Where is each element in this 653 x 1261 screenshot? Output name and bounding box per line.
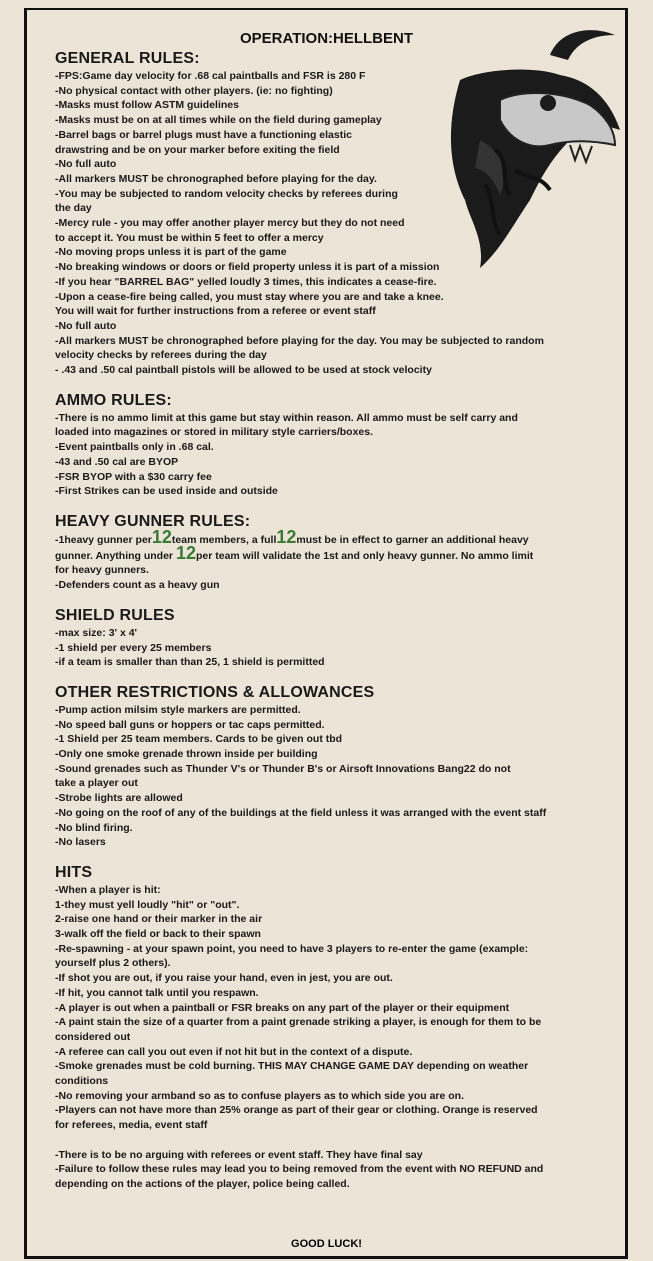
- rule-line: -If shot you are out, if you raise your hand, even in jest, you are out.: [55, 972, 393, 985]
- general-rules-section: [55, 50, 600, 378]
- rule-line: depending on the actions of the player, police being called.: [55, 1178, 350, 1190]
- section-heading: AMMO RULES:: [55, 391, 172, 409]
- rule-line: for referees, media, event staff: [55, 1119, 208, 1132]
- rule-list: [55, 626, 600, 670]
- rule-line: [55, 1133, 600, 1148]
- rule-line: -FSR BYOP with a $30 carry fee: [55, 470, 212, 483]
- rule-line: -max size: 3' x 4': [55, 626, 138, 639]
- rule-line: the day: [55, 202, 92, 215]
- rule-line: [55, 526, 600, 548]
- rule-line: -if a team is smaller than than 25, 1 shield is permitted: [55, 656, 325, 669]
- rules-content: [55, 50, 600, 1206]
- rule-line: -No lasers: [55, 836, 106, 849]
- rule-line: -Only one smoke grenade thrown inside per building: [55, 748, 318, 761]
- rule-line: -Failure to follow these rules may lead you to being removed from the event with NO REFUND and: [55, 1163, 544, 1176]
- rule-line: You will wait for further instructions from a referee or event staff: [55, 305, 376, 318]
- rule-line: -No speed ball guns or hoppers or tac caps permitted.: [55, 718, 325, 731]
- rule-line: -43 and .50 cal are BYOP: [55, 455, 179, 468]
- rule-line: -1 Shield per 25 team members. Cards to be given out tbd: [55, 733, 343, 746]
- rule-line: -Masks must follow ASTM guidelines: [55, 99, 239, 112]
- heavy-gunner-rules-section: [55, 513, 600, 593]
- rule-line: -A paint stain the size of a quarter from a paint grenade striking a player, is enough for them to be: [55, 1016, 542, 1029]
- rule-line: -1 shield per every 25 members: [55, 641, 212, 654]
- rule-list: [55, 703, 600, 850]
- rule-line: -Smoke grenades must be cold burning. THIS MAY CHANGE GAME DAY depending on weather: [55, 1060, 529, 1073]
- rule-line: 2-raise one hand or their marker in the air: [55, 913, 263, 926]
- rule-line: -FPS:Game day velocity for .68 cal paintballs and FSR is 280 F: [55, 70, 366, 82]
- rule-line: -No breaking windows or doors or field property unless it is part of a mission: [55, 261, 440, 274]
- rule-text: gunner. Anything under: [55, 549, 174, 562]
- rule-line: -All markers MUST be chronographed before playing for the day.: [55, 172, 377, 185]
- rule-line: -No moving props unless it is part of the game: [55, 246, 287, 259]
- rule-line: conditions: [55, 1075, 109, 1088]
- rule-line: -A player is out when a paintball or FSR breaks on any part of the player or their equipment: [55, 1001, 510, 1014]
- rule-line: 3-walk off the field or back to their spawn: [55, 928, 261, 941]
- rule-line: 1-they must yell loudly "hit" or "out".: [55, 898, 240, 911]
- rule-line: -No removing your armband so as to confuse players as to which side you are on.: [55, 1089, 465, 1102]
- section-heading: GENERAL RULES:: [55, 50, 200, 67]
- rule-text: -1heavy gunner per: [55, 533, 152, 546]
- rule-line: -A referee can call you out even if not hit but in the context of a dispute.: [55, 1045, 413, 1058]
- rule-line: for heavy gunners.: [55, 564, 149, 577]
- section-heading: SHIELD RULES: [55, 606, 175, 624]
- rule-text: team members, a full: [171, 533, 277, 546]
- section-heading: OTHER RESTRICTIONS & ALLOWANCES: [55, 683, 375, 701]
- rule-line: -No going on the roof of any of the buildings at the field unless it was arranged with the event staff: [55, 806, 547, 819]
- rule-line: yourself plus 2 others).: [55, 957, 171, 970]
- rule-line: -Re-spawning - at your spawn point, you need to have 3 players to re-enter the game (example:: [55, 942, 529, 955]
- rule-line: -If hit, you cannot talk until you respawn.: [55, 986, 259, 999]
- rule-line: to accept it. You must be within 5 feet to offer a mercy: [55, 231, 324, 244]
- rule-line: loaded into magazines or stored in military style carriers/boxes.: [55, 426, 374, 439]
- number-twelve: 12: [175, 542, 196, 563]
- rule-list: [55, 411, 600, 499]
- rule-line: velocity checks by referees during the day: [55, 349, 267, 362]
- shield-rules-section: [55, 607, 600, 670]
- rule-line: -Sound grenades such as Thunder V's or Thunder B's or Airsoft Innovations Bang22 do not: [55, 762, 511, 775]
- hits-section: [55, 864, 600, 1192]
- rule-line: -No physical contact with other players. (ie: no fighting): [55, 84, 333, 97]
- number-twelve: 12: [276, 526, 297, 547]
- rule-line: -Barrel bags or barrel plugs must have a functioning elastic: [55, 128, 352, 141]
- rule-line: -There is to be no arguing with referees or event staff. They have final say: [55, 1148, 423, 1161]
- rule-line: -No blind firing.: [55, 821, 133, 834]
- ammo-rules-section: [55, 392, 600, 499]
- rule-line: considered out: [55, 1030, 131, 1043]
- rule-text: per team will validate the 1st and only heavy gunner. No ammo limit: [195, 549, 534, 562]
- rule-line: -Mercy rule - you may offer another player mercy but they do not need: [55, 217, 405, 230]
- rule-line: [55, 542, 600, 564]
- rule-line: - .43 and .50 cal paintball pistols will be allowed to be used at stock velocity: [55, 364, 432, 377]
- rule-list: [55, 883, 600, 1192]
- rule-line: -If you hear "BARREL BAG" yelled loudly 3 times, this indicates a cease-fire.: [55, 275, 437, 288]
- rule-line: -Pump action milsim style markers are permitted.: [55, 703, 301, 716]
- rule-line: -All markers MUST be chronographed before playing for the day. You may be subjected to random: [55, 334, 544, 347]
- rule-line: -Event paintballs only in .68 cal.: [55, 441, 214, 454]
- rule-list: [55, 69, 600, 378]
- number-twelve: 12: [151, 526, 172, 547]
- rule-line: -Strobe lights are allowed: [55, 792, 183, 805]
- rule-line: -No full auto: [55, 158, 117, 171]
- good-luck-footer: GOOD LUCK!: [291, 1238, 362, 1250]
- page-title: OPERATION:HELLBENT: [239, 30, 414, 47]
- section-heading: HEAVY GUNNER RULES:: [55, 512, 251, 530]
- rule-line: -First Strikes can be used inside and outside: [55, 485, 278, 498]
- other-restrictions-section: [55, 684, 600, 850]
- section-heading: HITS: [55, 863, 93, 881]
- rule-line: -You may be subjected to random velocity checks by referees during: [55, 187, 398, 200]
- rule-line: -Masks must be on at all times while on the field during gameplay: [55, 114, 382, 127]
- rule-line: -Defenders count as a heavy gun: [55, 579, 220, 592]
- rule-text: must be in effect to garner an additional heavy: [296, 533, 529, 546]
- rule-line: -No full auto: [55, 319, 117, 332]
- rule-line: drawstring and be on your marker before exiting the field: [55, 143, 340, 156]
- rule-line: -Players can not have more than 25% orange as part of their gear or clothing. Orange is reserved: [55, 1104, 538, 1117]
- rule-line: take a player out: [55, 777, 138, 790]
- rule-line: -Upon a cease-fire being called, you must stay where you are and take a knee.: [55, 290, 444, 303]
- rule-line: -There is no ammo limit at this game but stay within reason. All ammo must be self carry and: [55, 411, 518, 424]
- rule-line: -When a player is hit:: [55, 883, 161, 896]
